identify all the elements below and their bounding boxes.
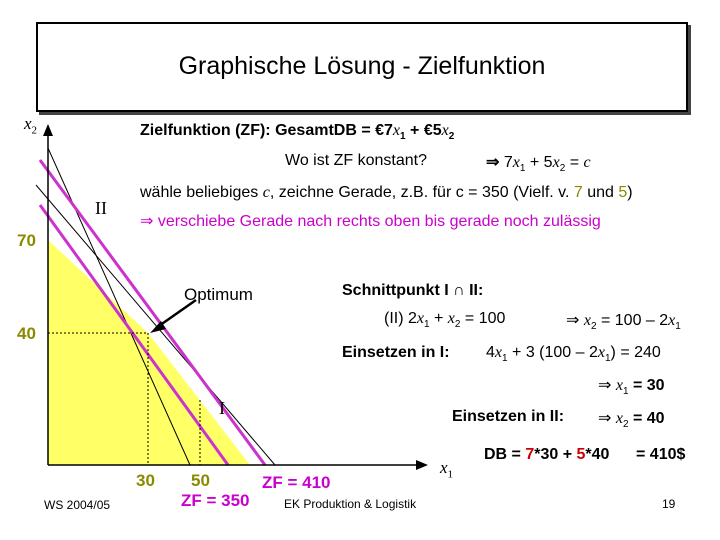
y-tick-40: 40 [17,324,36,343]
substitute-I-label: Einsetzen in I: [342,344,450,361]
x1-result: ⇒ $x_1 = 30$ [598,377,665,398]
equation-rearranged: ⇒ $x_2 = 100 - 2x_1$ [566,312,681,333]
substitute-I-equation: $4x_1 + 3$ $(100 - 2x_1) = 240$ [486,344,661,365]
constant-question: Wo ist ZF konstant? [285,152,427,169]
intersection-title: Schnittpunkt I ∩ II: [342,282,484,299]
zf-350-label: ZF = 350 [181,491,250,510]
optimum-label: Optimum [184,285,253,304]
footer-semester: WS 2004/05 [44,498,111,512]
y-tick-70: 70 [17,231,36,250]
zf-410-label: ZF = 410 [262,473,331,492]
db-result: = 410$ [636,446,686,463]
x-axis-arrowhead [416,460,428,470]
objective-function: Zielfunktion (ZF): GesamtDB = $€7x_1$ + $€5x_2$ [140,122,455,143]
footer-course: EK Produktion & Logistik [284,497,417,511]
choose-line-text: wähle beliebiges c, zeichne Gerade, z.B. für c = 350 (Vielf. v. 7 und 5) [140,184,633,201]
x-tick-30: 30 [136,471,155,490]
y-axis-arrowhead [43,124,53,136]
y-axis-label: $x_2$ [24,114,38,137]
x2-result: ⇒ $x_2 = 40$ [598,410,665,431]
x-axis-label: $x_1$ [440,458,454,481]
line-label-II: II [95,198,107,218]
feasible-region [48,240,250,465]
db-calculation: DB = 7*30 + 5*40 [484,446,610,463]
line-label-I: I [219,398,225,418]
slide-title: Graphische Lösung - Zielfunktion [178,52,546,80]
constant-equation: ⇒ $7x_1 + 5x_2 = c$ [486,154,591,175]
substitute-II-label: Einsetzen in II: [452,408,565,425]
equation-II: (II) $2x_1 + x_2 = 100$ [384,310,506,331]
x-tick-50: 50 [191,471,210,490]
shift-line-text: ⇒ verschiebe Gerade nach rechts oben bis gerade noch zulässig [140,213,601,230]
page-number: 19 [662,497,676,511]
